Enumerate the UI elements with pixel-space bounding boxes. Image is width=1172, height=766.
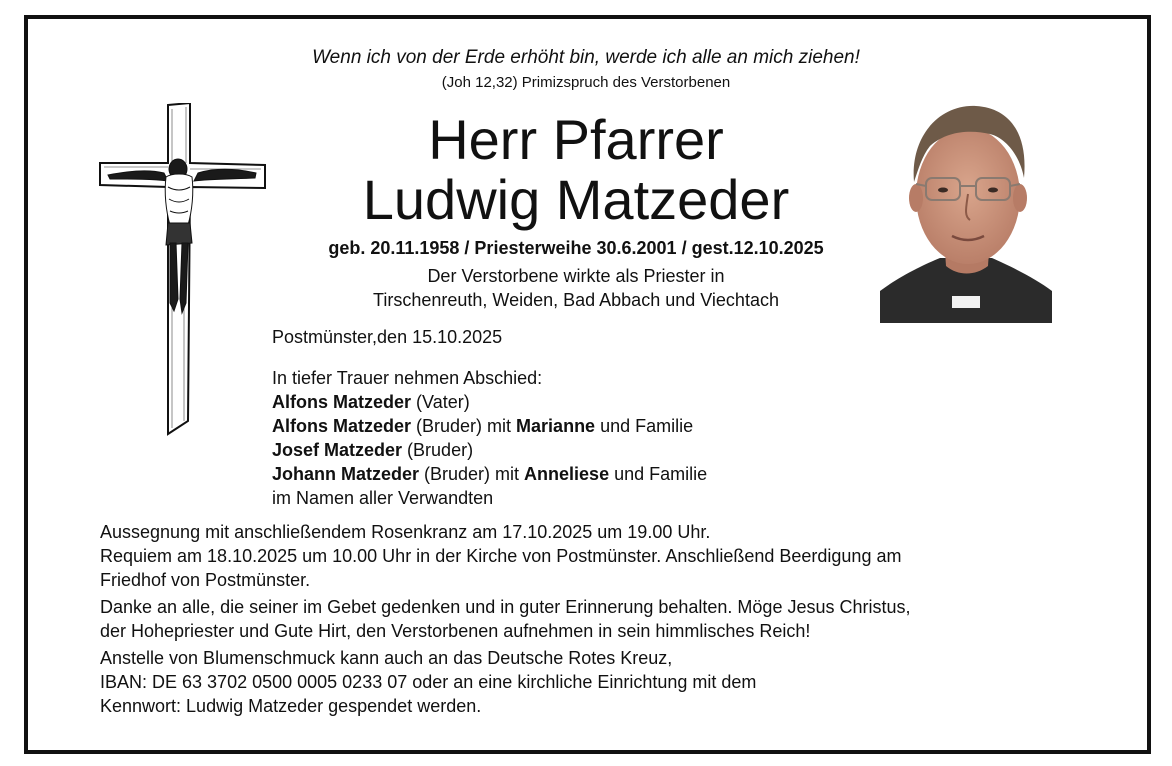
- detail-line: Requiem am 18.10.2025 um 10.00 Uhr in der Kirche von Postmünster. Anschließend Beerdigung am: [100, 546, 902, 566]
- mourner-relation: (Bruder) mit: [411, 416, 517, 436]
- detail-line: Danke an alle, die seiner im Gebet gedenken und in guter Erinnerung behalten. Möge Jesus Christus,: [100, 597, 911, 617]
- thanks-paragraph: [100, 595, 1100, 643]
- mourner-name: Alfons Matzeder: [272, 392, 412, 412]
- list-item: [272, 438, 707, 462]
- mourner-relation: (Bruder): [402, 440, 474, 460]
- list-item: [272, 390, 707, 414]
- mourner-relation: (Vater): [411, 392, 470, 412]
- list-item: [272, 414, 707, 438]
- ministry-line: Tirschenreuth, Weiden, Bad Abbach und Viechtach: [373, 290, 779, 310]
- mourners-intro: In tiefer Trauer nehmen Abschied:: [272, 368, 543, 388]
- portrait-photo: [880, 86, 1052, 323]
- mourner-name: Josef Matzeder: [272, 440, 403, 460]
- mourner-name: Alfons Matzeder: [272, 416, 412, 436]
- detail-line: IBAN: DE 63 3702 0500 0005 0233 07 oder an eine kirchliche Einrichtung mit dem: [100, 672, 757, 692]
- motto-source: (Joh 12,32) Primizspruch des Verstorbenen: [441, 74, 731, 91]
- mourner-partner: Anneliese: [524, 464, 610, 484]
- list-item: [272, 462, 707, 486]
- motto-quote: Wenn ich von der Erde erhöht bin, werde ich alle an mich ziehen!: [312, 47, 860, 68]
- mourner-name: Johann Matzeder: [272, 464, 420, 484]
- ministry-text: [240, 264, 912, 312]
- mourner-partner: Marianne: [516, 416, 596, 436]
- mourners-closing: im Namen aller Verwandten: [272, 488, 494, 508]
- deceased-title: Herr Pfarrer: [428, 108, 724, 171]
- detail-line: Aussegnung mit anschließendem Rosenkranz am 17.10.2025 um 19.00 Uhr.: [100, 522, 711, 542]
- mourner-family: und Familie: [595, 416, 694, 436]
- service-paragraph: [100, 520, 1100, 592]
- detail-line: Anstelle von Blumenschmuck kann auch an das Deutsche Rotes Kreuz,: [100, 648, 673, 668]
- life-dates: geb. 20.11.1958 / Priesterweihe 30.6.2001 / gest.12.10.2025: [328, 238, 824, 258]
- service-details: [100, 520, 1100, 721]
- mourners-list: [272, 366, 707, 510]
- detail-line: Friedhof von Postmünster.: [100, 570, 311, 590]
- place-date: Postmünster,den 15.10.2025: [272, 327, 503, 347]
- mourner-family: und Familie: [609, 464, 708, 484]
- mourner-relation: (Bruder) mit: [419, 464, 525, 484]
- detail-line: Kennwort: Ludwig Matzeder gespendet werden.: [100, 696, 482, 716]
- ministry-line: Der Verstorbene wirkte als Priester in: [427, 266, 725, 286]
- deceased-name: Ludwig Matzeder: [362, 168, 790, 231]
- donation-paragraph: [100, 646, 1100, 718]
- detail-line: der Hohepriester und Gute Hirt, den Verstorbenen aufnehmen in sein himmlisches Reich!: [100, 621, 811, 641]
